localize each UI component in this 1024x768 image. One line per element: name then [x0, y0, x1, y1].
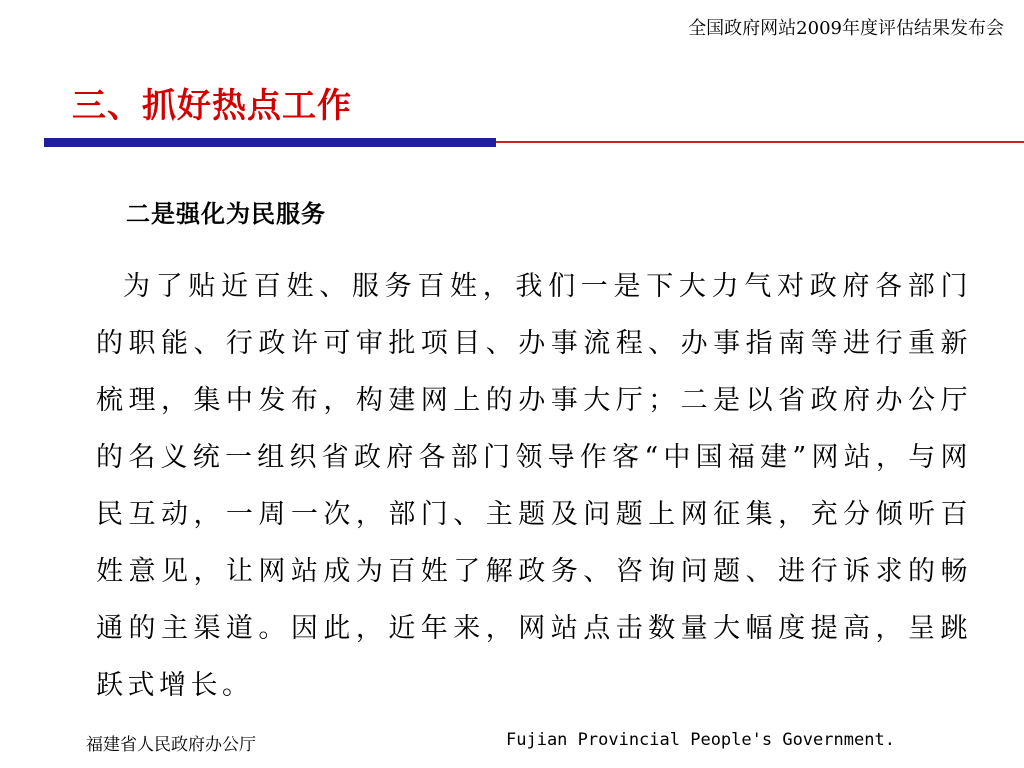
- body-paragraph: 为了贴近百姓、服务百姓，我们一是下大力气对政府各部门的职能、行政许可审批项目、办事流程、办事指南等进行重新梳理，集中发布，构建网上的办事大厅；二是以省政府办公厅的名义统一组织省政府各部门领导作客“中国福建”网站，与网民互动，一周一次，部门、主题及问题上网征集，充分倾听百姓意见，让网站成为百姓了解政务、咨询问题、进行诉求的畅通的主渠道。因此，近年来，网站点击数量大幅度提高，呈跳跃式增长。: [96, 271, 972, 701]
- event-title: 全国政府网站2009年度评估结果发布会: [688, 18, 1004, 39]
- title-underline-blue: [44, 138, 496, 147]
- title-underline-red: [496, 141, 1024, 143]
- footer-organization-cn: 福建省人民政府办公厅: [86, 735, 256, 755]
- slide-title: 三、抓好热点工作: [72, 86, 352, 126]
- section-subheading: 二是强化为民服务: [126, 199, 326, 228]
- footer-organization-en: Fujian Provincial People's Government.: [506, 730, 895, 750]
